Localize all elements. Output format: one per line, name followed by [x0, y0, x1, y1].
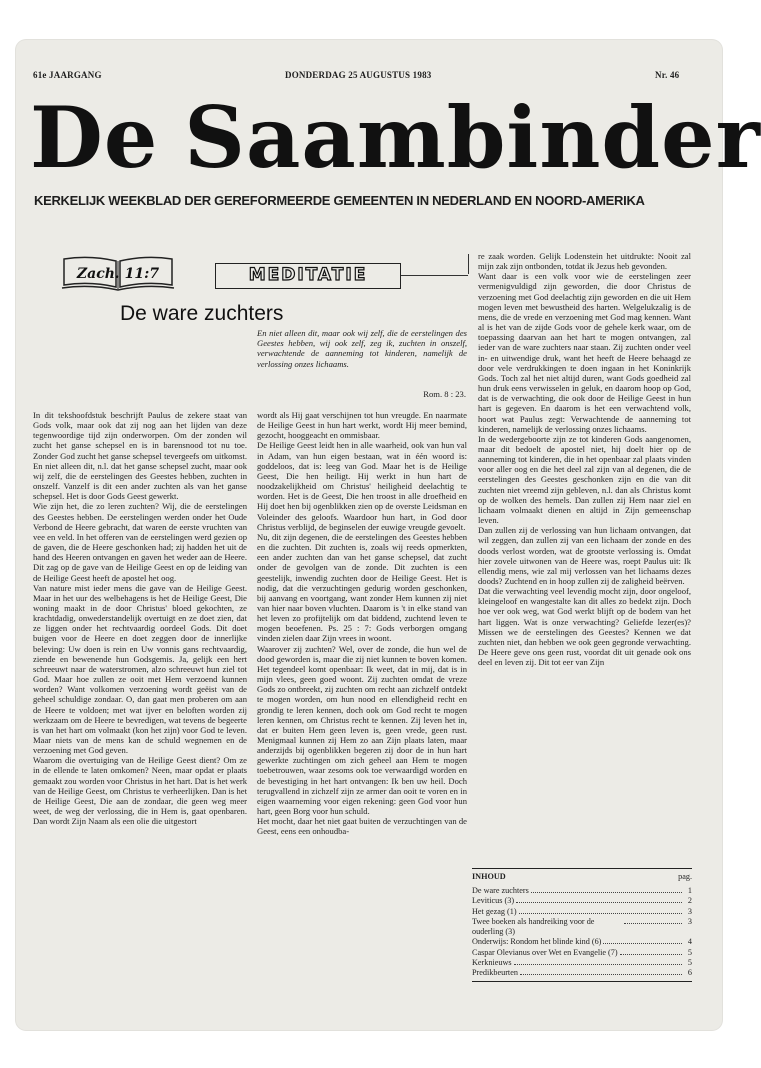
toc-item[interactable] [472, 968, 692, 978]
paragraph: wordt als Hij gaat verschijnen tot hun vreugde. En naarmate de Heilige Geest in hun hart werkt, wordt Hij meer bemind, gezocht, hooggeacht en ommisbaar. [257, 410, 467, 441]
toc-item-page: 1 [687, 886, 692, 895]
toc-item-title: Caspar Olevianus over Wet en Evangelie (7) [472, 947, 618, 957]
toc-item[interactable] [472, 937, 692, 947]
table-of-contents [472, 868, 692, 982]
paragraph: Dat die verwachting veel levendig mocht zijn, door ongeloof, kleingeloof en wangestalte kan dit alles zo bedekt zijn. Doch hoe ver ook weg, wat God werkt blijft op de bodem van het hart liggen. Wat is onze verwachting? Geliefde lezer(es)? Missen we de eerstelingen des Geestes? Kennen we dat zuchten niet, dan hebben we ook geen gegronde verwachting. De Heere geve ons geen rust, voordat dit uit genade ook ons deel en leven zij. Dit tot eer van Zijn [478, 586, 691, 668]
volume-label: 61e JAARGANG [33, 70, 102, 80]
masthead-subtitle: KERKELIJK WEEKBLAD DER GEREFORMEERDE GEMEENTEN IN NEDERLAND EN NOORD-AMERIKA [34, 193, 645, 208]
toc-item-title: De ware zuchters [472, 886, 529, 895]
divider [468, 254, 469, 274]
toc-item-title: Onderwijs: Rondom het blinde kind (6) [472, 937, 602, 947]
toc-item-page: 6 [687, 968, 692, 978]
toc-item-title: Predikbeurten [472, 968, 518, 978]
toc-item-title: Twee boeken als handreiking voor de ouderling (3) [472, 916, 595, 937]
paragraph: In dit tekshoofdstuk beschrijft Paulus de zekere staat van Gods volk, maar ook dat zij nog aan het lijden van deze tegenwoordige tijd zijn onderworpen. Om der zonden wil zucht het ganse schepsel en is in barensnood tot nu toe. Zonder God zucht het ganse schepsel tevergeefs om uitkomst. En niet alleen dit, n.l. dat het ganse schepsel zucht, maar ook wij zelf, die de eerstelingen des Geestes hebben, zuchten in onszelf. Vanzelf is dit een ander zuchten als van het ganse schepsel. Het is door Gods Geest gewerkt. [33, 410, 247, 502]
toc-item[interactable] [472, 907, 692, 917]
toc-item-page: 3 [687, 906, 692, 916]
toc-header [472, 872, 692, 881]
toc-page-label: pag. [678, 872, 692, 881]
open-book-icon [60, 253, 176, 291]
paragraph: Dan zullen zij de verlossing van hun lichaam ontvangen, dat wil zeggen, dan zullen zij van een lichaam der zonde en des doods verlost worden, wat de grootste verlossing is. Omdat hier zovele uitwonen van de Heere was, roept Paulus uit: Ik ellendig mens, wie zal mij verlossen van het lichaams dezes doods? Zuchtend en in hoop zullen zij de zaligheid beërven. [478, 525, 691, 586]
divider [401, 275, 468, 276]
toc-item[interactable] [472, 917, 692, 938]
toc-item-page: 5 [687, 947, 692, 957]
toc-item[interactable] [472, 886, 692, 896]
issue-number: Nr. 46 [655, 70, 680, 80]
toc-item-title: Het gezag (1) [472, 906, 517, 916]
bible-reference: Rom. 8 : 23. [423, 389, 466, 399]
book-reference: Zach. 11:7 [76, 266, 160, 282]
section-label: MEDITATIE [248, 265, 368, 285]
toc-item-title: Leviticus (3) [472, 896, 515, 906]
toc-item[interactable] [472, 948, 692, 958]
paragraph: Wie zijn het, die zo leren zuchten? Wij, die de eerstelingen des Geestes hebben. De eerstelingen werden onder het Oude Verbond de Heere gebracht, dat waren de eerste vruchten van vee en veld. In het offeren van de eerstelingen werd gezien op de gaven, die de Heere geschonken had; zij hadden het uit de hand des Heeren ontvangen en gaven het weder aan de Heere. Dit zag op de gave van de Heilige Geest en op de leiding van de Heilige Geest heeft de apostel het oog. [33, 501, 247, 583]
toc-item-page: 5 [687, 958, 692, 968]
paragraph: Want daar is een volk voor wie de eerstelingen zeer vermenigvuldigd zijn geworden, die door Christus de verzoening met God deelachtig zijn geworden en die uit Hem mogen leven met bewustheid des harten. Welgelukzalig is de mens, die de vrede en verzoening met God mag kennen. Want al is het van de zijde Gods voor de gehele kerk waar, om de toepassing daarvan aan het hart te mogen ontvangen, zal ieder van de ware zuchters naar staan. Zij zuchten onder veel in- en uitwendige druk, want het heeft de Heere behaagd ze door vele verdrukkingen te doen ingaan in het Koninkrijk Gods. Toch zal het niet altijd duren, want Gods goedheid zal hun druk eens verwisselen in geluk, en daarom hoop op God, dat is de verwachting, die ook door de Heilige Geest in hun hart is gegeven. En daarom is het een verwachtend volk, hoort wat Paulus zegt: Verwachtende de aanneming tot kinderen, namelijk de verlossing onzes lichaams. [478, 271, 691, 434]
paragraph: De Heilige Geest leidt hen in alle waarheid, ook van hun val in Adam, van hun eigen bestaan, wat in één woord is: goddeloos, dat is: leeg van God. Maar het is de Heilige Geest, Die hen heiligt. Hij werkt in hun hart de noodzakelijkheid om Christus' heiligheid deelachtig te worden. Het is de Geest, Die hen troost in alle droefheid en Hij doet hen bij ogenblikken zien op de overste Leidsman en Voleinder des geloofs. Waardoor hun hart, in God door Christus verblijd, de beginselen der euwige vreugde gevoelt. [257, 440, 467, 532]
toc-item[interactable] [472, 896, 692, 906]
article-column-3 [478, 251, 691, 847]
masthead-word-2: Saambinder [184, 88, 761, 187]
toc-item[interactable] [472, 958, 692, 968]
article-column-2 [257, 410, 467, 1010]
paragraph: Het mocht, daar het niet gaat buiten de verzuchtingen van de Geest, eens een onhoudba- [257, 816, 467, 837]
paragraph: re zaak worden. Gelijk Lodenstein het uitdrukte: Nooit zal mijn zak zijn ontbonden, totdat ik Jezus heb gevonden. [478, 251, 691, 272]
paragraph: Nu, dit zijn degenen, die de eerstelingen des Geestes hebben en die zuchten. Dit zuchten is, zoals wij reeds opmerkten, een ander zuchten dan van het ganse schepsel, dat zucht onder de gevolgen van de zonde. Dit zuchten is een geestelijk, inwendig zuchten door de Heilige Geest. Het is nodig, dat die verzuchtingen gedurig worden geschonken, bij aanvang en voortgang, want zonder Hem kunnen zij niet van hier naar boven vluchten. Daarom is 't in elke stand van het leven zo profijtelijk om dat biddend, zuchtend leven te mogen beoefenen. Ps. 25 : 7: Gods verborgen omgang vinden zielen daar Zijn vrees in woont. [257, 531, 467, 644]
epigraph: En niet alleen dit, maar ook wij zelf, die de eerstelingen des Geestes hebben, wij ook zelf, zeg ik, zuchten in onszelf, verwachtende de aanneming tot kinderen, namelijk de verlossing onzes lichaams. [257, 328, 467, 369]
article-column-1 [33, 410, 247, 1010]
masthead-word-1: De [30, 88, 159, 187]
masthead-title [30, 88, 761, 188]
toc-item-page: 3 [687, 916, 692, 926]
toc-item-page: 2 [687, 896, 692, 906]
toc-item-page: 4 [687, 937, 692, 947]
section-banner [215, 263, 401, 289]
article-title: De ware zuchters [120, 302, 284, 325]
paragraph: In de wedergeboorte zijn ze tot kinderen Gods aangenomen, maar dit bedoelt de apostel niet, hij doelt hier op de aanneming tot kinderen, die in het openbaar zal plaats vinden voor aller oog en die het deel zal zijn van al degenen, die de eerstelingen des Geestes geschonken zijn en die van dit zuchten niet vreemd zijn gebleven, n.l. dan als Christus komt op de wolken des hemels. Dan zullen zij Hem naar ziel en lichaam volmaakt dienen en altijd in Zijn gemeenschap leven. [478, 433, 691, 526]
issue-date: DONDERDAG 25 AUGUSTUS 1983 [285, 70, 432, 80]
paragraph: Van nature mist ieder mens die gave van de Heilige Geest. Maar in het uur des welbehagens is het de Heilige Geest, Die woning maakt in de door Christus' bloed gekochten, ze krachtdadig, onwederstandelijk overtuigt en ze doet zien, dat ze liggen onder het rechtvaardig oordeel Gods. Dit doet buigen voor de Heere en doet zeggen door de innerlijke beleving: Uw doen is rein en Uw vonnis gans rechtvaardig, ziende en bewenende hun Godsgemis. Ja, gelijk een hert schreeuwt naar de waterstromen, alzo schreeuwt hun ziel tot God. Maar hoe zullen ze ooit met Hem verzoend kunnen worden? Want volkomen verzoening wordt geëist van de geheel schuldige zondaar. O, dan gaat men proberen om aan de Heere te voldoen; met wat ijver en beloften worden zij werkzaam om de Heere te bevredigen, wat tevens de begeerte is van het hart om volmaakt (kon het zijn) voor God te leven. Maar niets van de mens kan de schuld wegnemen en de verzoening met God geven. [33, 582, 247, 756]
paragraph: Waarover zij zuchten? Wel, over de zonde, die hun wel de dood geworden is, maar die zij niet kunnen te boven komen. Het tegendeel komt openbaar: Ik weet, dat in mij, dat is in mijn vlees, geen goed woont. Zij zuchten omdat de vreze Gods zo ontbreekt, zij zuchten om recht aan zichzelf ontdekt te mogen worden, om hun nood en ellendigheid recht en grondig te leren kennen, doch ook om God recht te mogen leren kennen, om Christus recht te kennen. Zij leven het in, dat er buiten Hem geen leven is, geen vrede, geen rust. Menigmaal kunnen zij Hem zo aan Zijn plaats laten, maar anderzijds bij ogenblikken begeren zij door de in hun hart gewerkte zuchtingen om zich geheel aan Hem te mogen toebetrouwen, waar zesoms ook toe verwaardigd worden en de bevestiging in het hart ontvangen: Ik ben uw heil. Doch terugvallend in zichzelf zijn ze armer dan ooit te voren en in eigen waarneming voor eigen rekening: geen God voor hun hart, geen Borg voor hun schuld. [257, 643, 467, 817]
paragraph: Waarom die overtuiging van de Heilige Geest dient? Om ze in de ellende te laten omkomen? Neen, maar opdat er plaats gemaakt zou worden voor Christus in het hart. Dat is het werk van de Heilige Geest, om Christus te verheerlijken. Dan is het de Heilige Geest, Die aan de zondaar, die geen weg meer weet, de weg der verlossing, die in Hem is, gaat openbaren. Dan wordt Zijn Naam als een olie die uitgestort [33, 755, 247, 827]
toc-item-title: Kerknieuws [472, 958, 512, 968]
toc-heading: INHOUD [472, 872, 506, 881]
